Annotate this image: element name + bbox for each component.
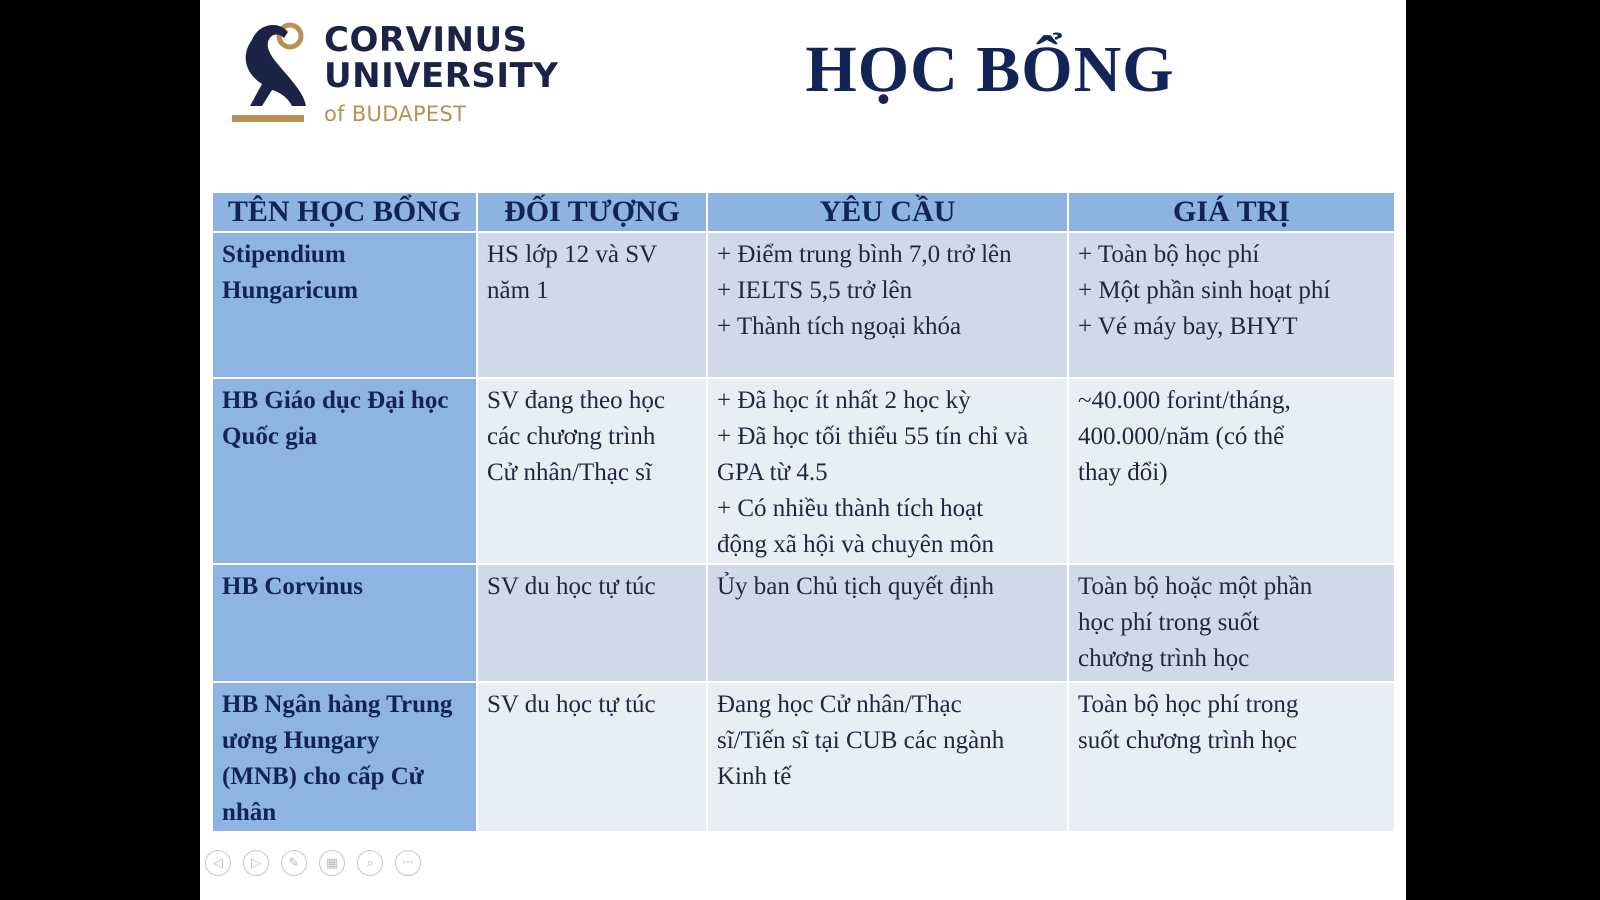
pen-icon: ✎ [288, 856, 300, 871]
corvinus-logo [232, 18, 562, 133]
cell-line: thay đổi) [1078, 459, 1168, 486]
cell-line: + Đã học ít nhất 2 học kỳ [717, 387, 971, 414]
scholarship-name-cell [212, 682, 477, 832]
cell-line: GPA từ 4.5 [717, 459, 828, 486]
slide-sorter-button[interactable] [319, 850, 345, 876]
cell-line: HB Giáo dục Đại học [222, 387, 449, 414]
value-cell [1068, 378, 1395, 564]
cell-line: sĩ/Tiến sĩ tại CUB các ngành [717, 727, 1005, 754]
cell-line: SV du học tự túc [487, 573, 656, 600]
scholarship-name-cell [212, 232, 477, 378]
cell-line: Toàn bộ hoặc một phần [1078, 573, 1313, 600]
cell-line: Quốc gia [222, 423, 318, 450]
slides-icon: ▦ [325, 856, 339, 871]
cell-line: Hungaricum [222, 277, 359, 304]
target-cell [477, 682, 707, 832]
cell-line: + IELTS 5,5 trở lên [717, 277, 913, 304]
target-cell [477, 232, 707, 378]
cell-line: SV du học tự túc [487, 691, 656, 718]
cell-line: HS lớp 12 và SV [487, 241, 658, 268]
cell-line: (MNB) cho cấp Cử [222, 763, 424, 790]
value-cell [1068, 232, 1395, 378]
cell-line: Đang học Cử nhân/Thạc [717, 691, 962, 718]
cell-line: HB Corvinus [222, 573, 364, 600]
header-requirements: YÊU CẦU [707, 192, 1068, 232]
cell-line: Cử nhân/Thạc sĩ [487, 459, 652, 486]
raven-icon [232, 18, 318, 130]
target-cell [477, 378, 707, 564]
prev-slide-button[interactable] [205, 850, 231, 876]
cell-line: HB Ngân hàng Trung [222, 691, 453, 718]
table-row [212, 232, 1395, 378]
slide [200, 0, 1406, 900]
cell-line: + Toàn bộ học phí [1078, 241, 1260, 268]
scholarship-table [211, 191, 1396, 833]
cell-line: SV đang theo học [487, 387, 665, 414]
next-slide-button[interactable] [243, 850, 269, 876]
requirements-cell [707, 232, 1068, 378]
cell-line: chương trình học [1078, 645, 1250, 672]
triangle-left-icon: ◁ [213, 856, 223, 871]
cell-line: Ủy ban Chủ tịch quyết định [717, 573, 995, 600]
cell-line: học phí trong suốt [1078, 609, 1260, 636]
table-row [212, 564, 1395, 682]
cell-line: ương Hungary [222, 727, 380, 754]
target-cell [477, 564, 707, 682]
cell-line: năm 1 [487, 277, 549, 304]
cell-line: suốt chương trình học [1078, 727, 1298, 754]
cell-line: Kinh tế [717, 763, 792, 790]
cell-line: ~40.000 forint/tháng, [1078, 387, 1291, 414]
header-target-group: ĐỐI TƯỢNG [477, 192, 707, 232]
logo-text-university: UNIVERSITY [324, 56, 559, 96]
cell-line: Toàn bộ học phí trong [1078, 691, 1299, 718]
ellipsis-icon: ··· [401, 856, 415, 871]
logo-text-corvinus: CORVINUS [324, 20, 528, 60]
scholarship-name-cell [212, 564, 477, 682]
cell-line: + Vé máy bay, BHYT [1078, 313, 1298, 340]
slide-title: HỌC BỔNG [805, 33, 1175, 106]
cell-line: 400.000/năm (có thể [1078, 423, 1285, 450]
zoom-button[interactable] [357, 850, 383, 876]
table-row [212, 682, 1395, 832]
requirements-cell [707, 682, 1068, 832]
cell-line: Stipendium [222, 241, 346, 268]
triangle-right-icon: ▷ [251, 856, 261, 871]
cell-line: + Một phần sinh hoạt phí [1078, 277, 1331, 304]
header-scholarship-name: TÊN HỌC BỔNG [212, 192, 477, 232]
cell-line: động xã hội và chuyên môn [717, 531, 995, 558]
cell-line: + Điểm trung bình 7,0 trở lên [717, 241, 1012, 268]
more-options-button[interactable] [395, 850, 421, 876]
magnifier-icon: ⌕ [366, 856, 374, 871]
value-cell [1068, 682, 1395, 832]
pen-tool-button[interactable] [281, 850, 307, 876]
cell-line: + Đã học tối thiểu 55 tín chỉ và [717, 423, 1029, 450]
header-value: GIÁ TRỊ [1068, 192, 1395, 232]
requirements-cell [707, 378, 1068, 564]
table-header-row [212, 192, 1395, 232]
cell-line: các chương trình [487, 423, 656, 450]
requirements-cell [707, 564, 1068, 682]
value-cell [1068, 564, 1395, 682]
cell-line: + Thành tích ngoại khóa [717, 313, 962, 340]
cell-line: nhân [222, 799, 277, 826]
table-row [212, 378, 1395, 564]
logo-text-budapest: of BUDAPEST [324, 102, 467, 126]
scholarship-name-cell [212, 378, 477, 564]
cell-line: + Có nhiều thành tích hoạt [717, 495, 984, 522]
